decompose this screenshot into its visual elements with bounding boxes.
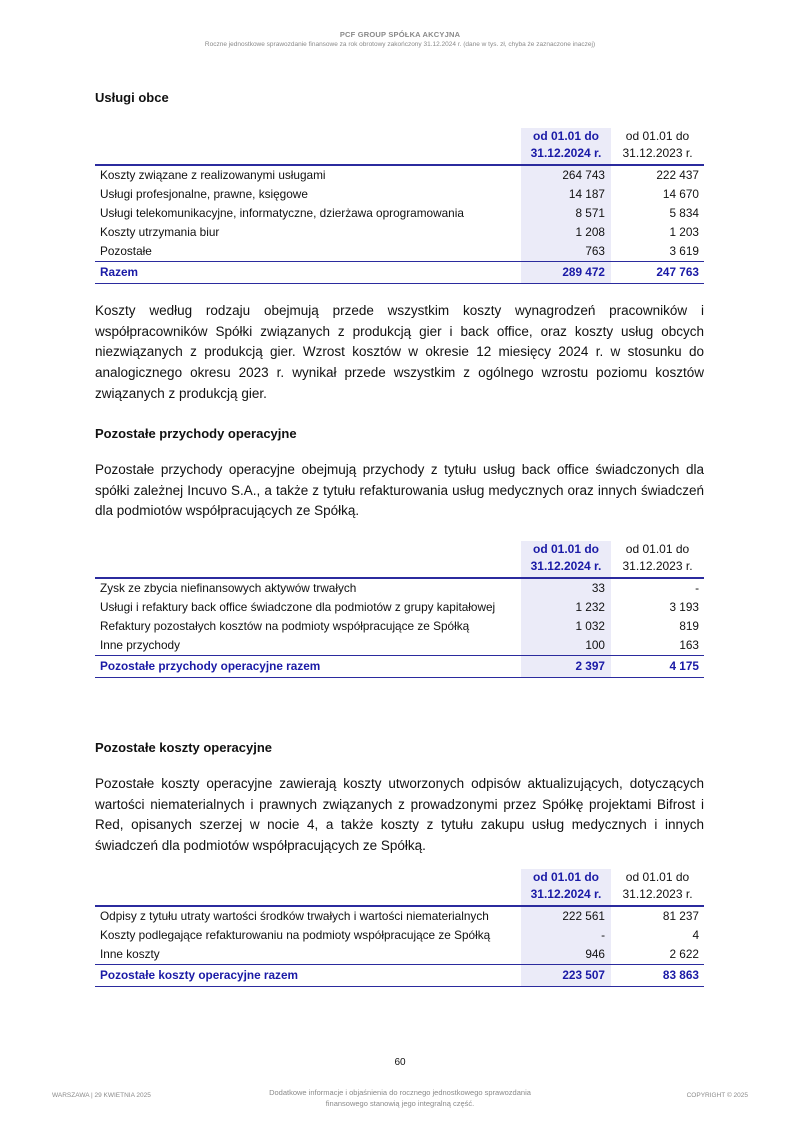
header-blank bbox=[95, 869, 521, 906]
table-row: Koszty podlegające refakturowaniu na podmioty współpracujące ze Spółką - 4 bbox=[95, 926, 704, 945]
header-blank bbox=[95, 128, 521, 165]
footer-left: WARSZAWA | 29 KWIETNIA 2025 bbox=[52, 1092, 151, 1099]
footer-center: Dodatkowe informacje i objaśnienia do rocznego jednostkowego sprawozdania finansowego stanowią jego integralną część. bbox=[269, 1088, 531, 1108]
table-row: Refaktury pozostałych kosztów na podmioty współpracujące ze Spółką 1 032 819 bbox=[95, 617, 704, 636]
table-row: Zysk ze zbycia niefinansowych aktywów trwałych 33 - bbox=[95, 578, 704, 598]
company-name: PCF GROUP SPÓŁKA AKCYJNA bbox=[339, 30, 461, 39]
table-pozostale-koszty bbox=[95, 869, 704, 987]
footer-right: COPYRIGHT © 2025 bbox=[686, 1092, 748, 1099]
report-subtitle: Roczne jednostkowe sprawozdanie finansowe za rok obrotowy zakończony 31.12.2024 r. (dane w tys. zł, chyba że zaznaczone inaczej) bbox=[204, 41, 596, 48]
table-row: Koszty związane z realizowanymi usługami 264 743 222 437 bbox=[95, 165, 704, 185]
section-heading-pozostale-koszty: Pozostałe koszty operacyjne bbox=[95, 740, 273, 755]
table-row: Inne koszty 946 2 622 bbox=[95, 945, 704, 965]
table-row: Koszty utrzymania biur 1 208 1 203 bbox=[95, 223, 704, 242]
table-row: Usługi telekomunikacyjne, informatyczne, dzierżawa oprogramowania 8 571 5 834 bbox=[95, 204, 704, 223]
table-uslugi-obce bbox=[95, 128, 704, 284]
table-row: Usługi profesjonalne, prawne, księgowe 14 187 14 670 bbox=[95, 185, 704, 204]
table-row: Odpisy z tytułu utraty wartości środków trwałych i wartości niematerialnych 222 561 81 237 bbox=[95, 906, 704, 926]
table-total-row: Pozostałe koszty operacyjne razem 223 507 83 863 bbox=[95, 965, 704, 987]
col-header-2023: od 01.01 do 31.12.2023 r. bbox=[611, 128, 704, 165]
table-total-row: Razem 289 472 247 763 bbox=[95, 262, 704, 284]
col-header-2023: od 01.01 do 31.12.2023 r. bbox=[611, 541, 704, 578]
table-pozostale-przychody bbox=[95, 541, 704, 678]
header-blank bbox=[95, 541, 521, 578]
col-header-2023: od 01.01 do 31.12.2023 r. bbox=[611, 869, 704, 906]
page-header bbox=[0, 30, 800, 48]
paragraph-przychody: Pozostałe przychody operacyjne obejmują przychody z tytułu usług back office świadczonych dla spółki zależnej Incuvo S.A., a także z tytułu refakturowania usług medycznych oraz innych świadczeń dla podmiotów współpracujących ze Spółką. bbox=[95, 462, 704, 519]
table-row: Inne przychody 100 163 bbox=[95, 636, 704, 656]
table-row: Pozostałe 763 3 619 bbox=[95, 242, 704, 262]
paragraph-koszty: Koszty według rodzaju obejmują przede wszystkim koszty wynagrodzeń pracowników i współpracowników Spółki związanych z produkcją gier i back office, oraz koszty usług obcych niezwiązanych z produkcją gier. Wzrost kosztów w okresie 12 miesięcy 2024 r. w stosunku do analogicznego okresu 2023 r. wynikał przede wszystkim z ogólnego wzrostu poziomu kosztów związanych z produkcją gier. bbox=[95, 303, 704, 401]
col-header-2024: od 01.01 do 31.12.2024 r. bbox=[521, 869, 611, 906]
page-number: 60 bbox=[394, 1057, 406, 1068]
paragraph-koszty-operacyjne: Pozostałe koszty operacyjne zawierają koszty utworzonych odpisów aktualizujących, dotyczących wartości niematerialnych i prawnych związanych z prowadzonymi przez Spółkę projektami Bifrost i Red, opisanych szerzej w nocie 4, a także koszty z tytułu zakupu usług medycznych i innych świadczeń dla podmiotów współpracujących ze Spółką. bbox=[95, 776, 704, 854]
section-heading-pozostale-przychody: Pozostałe przychody operacyjne bbox=[95, 426, 297, 441]
col-header-2024: od 01.01 do 31.12.2024 r. bbox=[521, 541, 611, 578]
section-heading-uslugi-obce: Usługi obce bbox=[95, 90, 169, 105]
col-header-2024: od 01.01 do 31.12.2024 r. bbox=[521, 128, 611, 165]
table-total-row: Pozostałe przychody operacyjne razem 2 397 4 175 bbox=[95, 656, 704, 678]
table-row: Usługi i refaktury back office świadczone dla podmiotów z grupy kapitałowej 1 232 3 193 bbox=[95, 598, 704, 617]
